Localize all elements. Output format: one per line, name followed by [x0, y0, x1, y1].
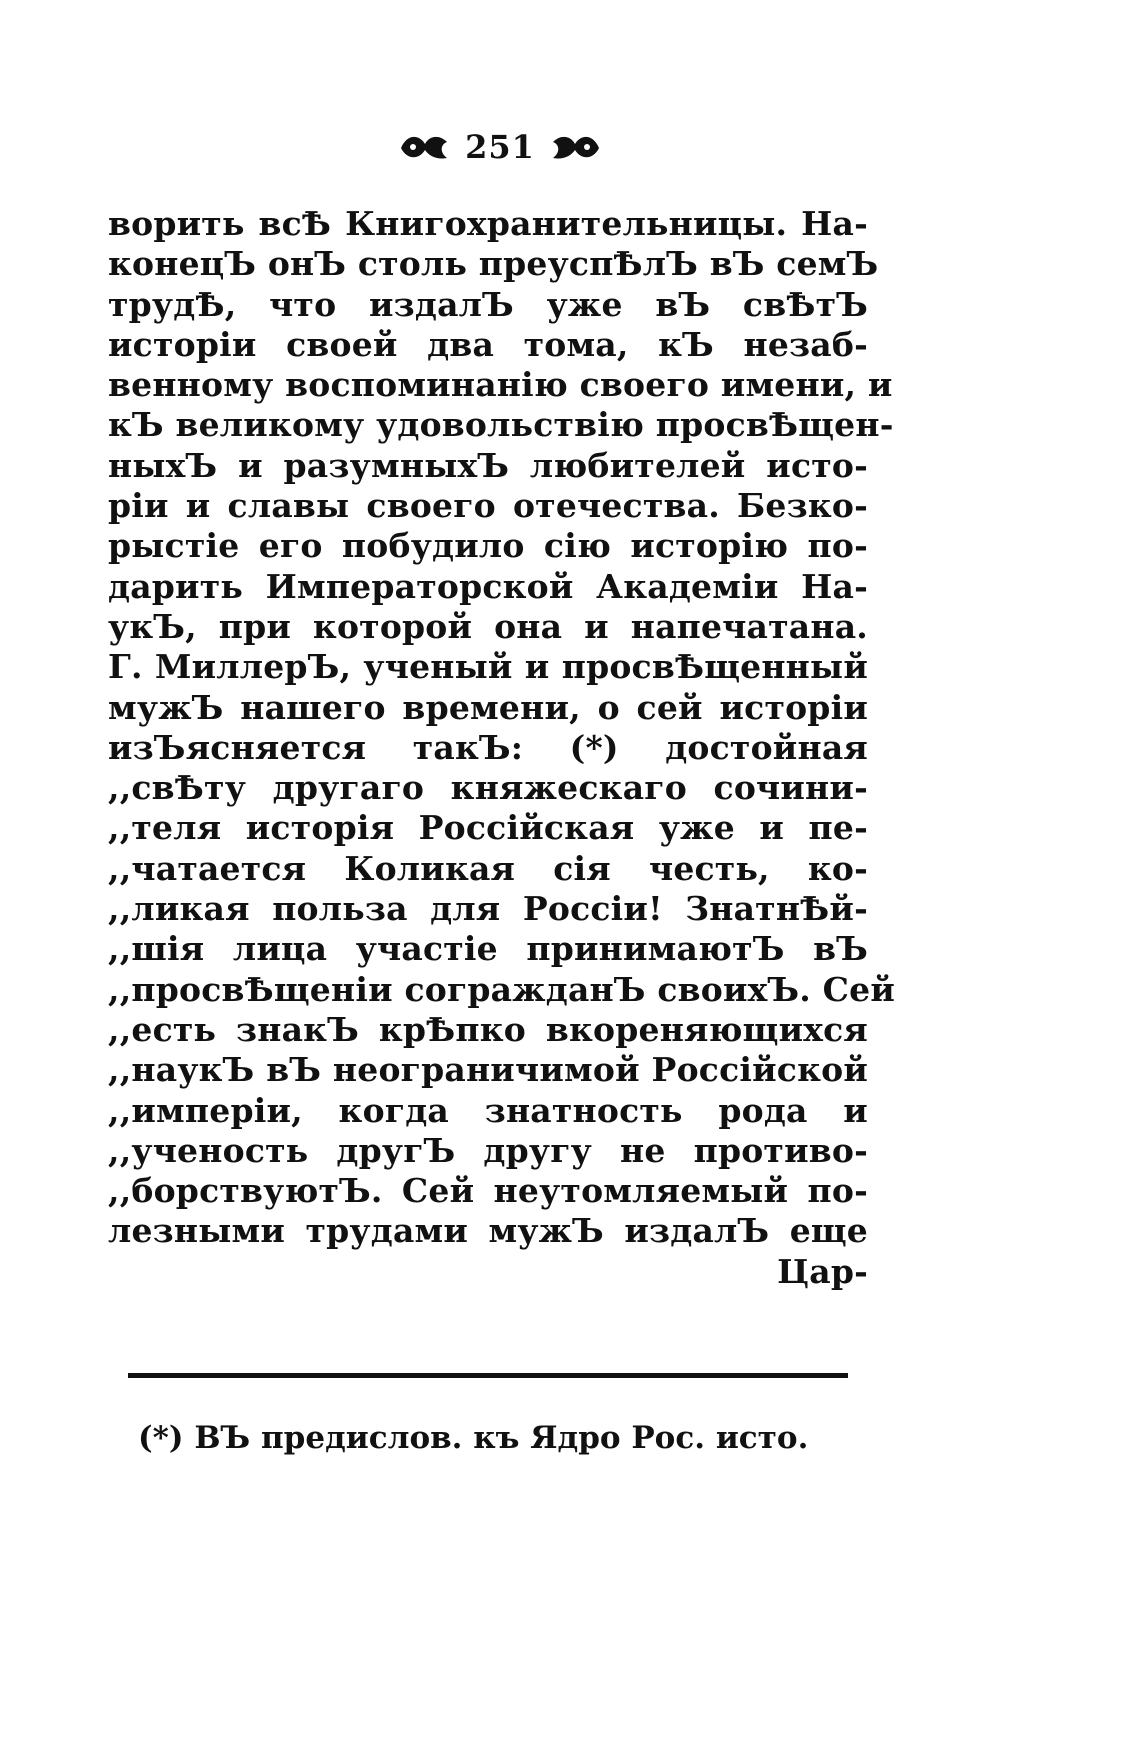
left-ornament-icon: [399, 130, 451, 164]
text-line: ріи и славы своего отечества. Безко-: [108, 486, 868, 526]
catchword: Цар-: [777, 1251, 868, 1291]
text-line: ,,шія лица участіе принимаютЪ вЪ: [108, 929, 868, 969]
text-line: конецЪ онЪ столь преуспѢлЪ вЪ семЪ: [108, 244, 879, 284]
text-line: Г. МиллерЪ, ученый и просвѢщенный: [108, 647, 868, 687]
text-line: ,,борствуютЪ. Сей неутомляемый по-: [108, 1171, 868, 1211]
text-line: ,,ликая польза для Россіи! ЗнатнѢй-: [108, 889, 868, 929]
text-line: ныхЪ и разумныхЪ любителей исто-: [108, 445, 868, 485]
text-line: ,,есть знакЪ крѢпко вкореняющихся: [108, 1009, 868, 1049]
text-line: изЪясняется такЪ: (*) достойная: [108, 727, 868, 767]
text-line: ,,ученость другЪ другу не противо-: [108, 1130, 868, 1170]
text-line: трудѢ, что издалЪ уже вЪ свѢтЪ: [108, 284, 868, 324]
text-line: мужЪ нашего времени, о сей исторіи: [108, 687, 868, 727]
text-line: ,,имперіи, когда знатность рода и: [108, 1090, 868, 1130]
footnote: (*) ВЪ предислов. къ Ядро Рос. исто.: [138, 1420, 809, 1456]
right-ornament-icon: [549, 130, 601, 164]
page-header: [380, 122, 620, 172]
text-line: кЪ великому удовольствію просвѢщен-: [108, 405, 894, 445]
text-line: укЪ, при которой она и напечатана.: [108, 606, 868, 646]
text-line: исторіи своей два тома, кЪ незаб-: [108, 324, 868, 364]
main-text: [108, 204, 896, 1292]
page-number: 251: [465, 128, 535, 166]
text-line: ворить всѢ Книгохранительницы. На-: [108, 204, 868, 243]
footnote-divider: [128, 1373, 848, 1378]
text-line: дарить Императорской Академіи На-: [108, 566, 868, 606]
text-line: ,,просвѢщеніи согражданЪ своихЪ. Сей: [108, 969, 896, 1009]
text-line: ,,наукЪ вЪ неограничимой Россійской: [108, 1050, 868, 1090]
text-line: рыстіе его побудило сію исторію по-: [108, 526, 868, 566]
text-line: лезными трудами мужЪ издалЪ еще: [108, 1211, 868, 1251]
text-line: венному воспоминанію своего имени, и: [108, 365, 893, 405]
text-line: ,,свѢту другаго княжескаго сочини-: [108, 768, 868, 808]
text-line: ,,теля исторія Россійская уже и пе-: [108, 808, 868, 848]
text-line: ,,чатается Коликая сія честь, ко-: [108, 848, 868, 888]
